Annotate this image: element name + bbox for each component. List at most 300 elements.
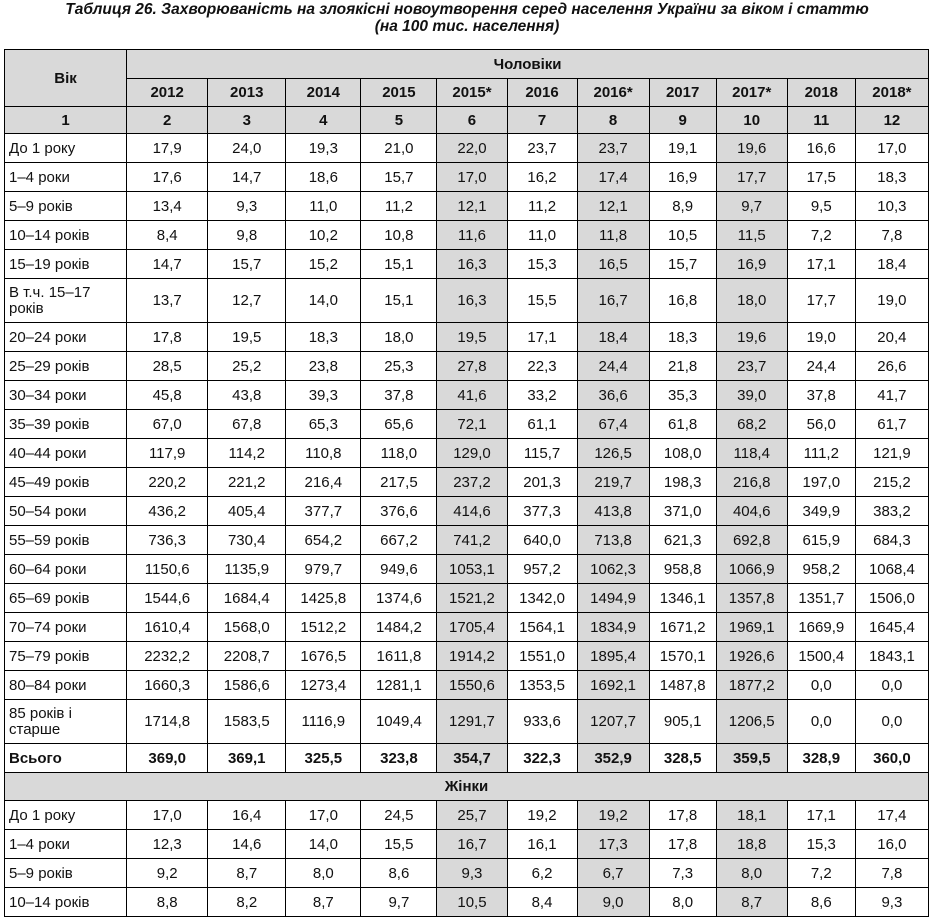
value-cell: 24,0 [208, 134, 286, 163]
male-row [5, 352, 929, 381]
value-cell: 15,7 [361, 163, 437, 192]
value-cell: 118,0 [361, 439, 437, 468]
value-cell: 1116,9 [286, 700, 361, 744]
value-cell: 17,0 [127, 801, 208, 830]
year-header: 2015* [437, 79, 507, 107]
male-section-header: Чоловіки [127, 50, 929, 79]
value-cell: 9,0 [577, 888, 649, 917]
value-cell: 45,8 [127, 381, 208, 410]
value-cell: 18,3 [855, 163, 928, 192]
value-cell: 61,8 [649, 410, 716, 439]
age-group-cell: 80–84 роки [5, 671, 127, 700]
table-body [5, 50, 929, 917]
value-cell: 1570,1 [649, 642, 716, 671]
column-number: 2 [127, 107, 208, 134]
value-cell: 730,4 [208, 526, 286, 555]
value-cell: 1150,6 [127, 555, 208, 584]
value-cell: 957,2 [507, 555, 577, 584]
value-cell: 41,6 [437, 381, 507, 410]
value-cell: 216,4 [286, 468, 361, 497]
male-row [5, 671, 929, 700]
value-cell: 27,8 [437, 352, 507, 381]
value-cell: 654,2 [286, 526, 361, 555]
column-number: 8 [577, 107, 649, 134]
value-cell: 14,7 [208, 163, 286, 192]
value-cell: 1062,3 [577, 555, 649, 584]
value-cell: 8,6 [787, 888, 855, 917]
value-cell: 1066,9 [716, 555, 787, 584]
male-row [5, 250, 929, 279]
value-cell: 121,9 [855, 439, 928, 468]
value-cell: 16,9 [716, 250, 787, 279]
value-cell: 68,2 [716, 410, 787, 439]
value-cell: 1487,8 [649, 671, 716, 700]
age-group-cell: 5–9 років [5, 192, 127, 221]
value-cell: 7,2 [787, 221, 855, 250]
value-cell: 1068,4 [855, 555, 928, 584]
value-cell: 12,7 [208, 279, 286, 323]
age-group-cell: 5–9 років [5, 859, 127, 888]
value-cell: 1273,4 [286, 671, 361, 700]
value-cell: 1281,1 [361, 671, 437, 700]
value-cell: 15,5 [507, 279, 577, 323]
value-cell: 1834,9 [577, 613, 649, 642]
value-cell: 1895,4 [577, 642, 649, 671]
age-group-cell: Всього [5, 744, 127, 773]
caption-title: Таблиця 26. Захворюваність на злоякісні новоутворення серед населення України за віком і статтю [65, 1, 869, 18]
value-cell: 19,2 [577, 801, 649, 830]
value-cell: 23,7 [716, 352, 787, 381]
value-cell: 1926,6 [716, 642, 787, 671]
age-group-cell: 10–14 років [5, 888, 127, 917]
value-cell: 404,6 [716, 497, 787, 526]
value-cell: 1053,1 [437, 555, 507, 584]
value-cell: 10,3 [855, 192, 928, 221]
value-cell: 11,8 [577, 221, 649, 250]
value-cell: 7,2 [787, 859, 855, 888]
value-cell: 17,4 [855, 801, 928, 830]
value-cell: 1877,2 [716, 671, 787, 700]
value-cell: 18,4 [855, 250, 928, 279]
value-cell: 17,1 [787, 250, 855, 279]
value-cell: 377,3 [507, 497, 577, 526]
age-group-cell: 1–4 роки [5, 163, 127, 192]
value-cell: 8,7 [208, 859, 286, 888]
value-cell: 16,0 [855, 830, 928, 859]
value-cell: 692,8 [716, 526, 787, 555]
value-cell: 15,7 [649, 250, 716, 279]
value-cell: 18,1 [716, 801, 787, 830]
incidence-table [4, 49, 929, 917]
age-group-cell: 10–14 років [5, 221, 127, 250]
male-total-row [5, 744, 929, 773]
male-row [5, 526, 929, 555]
value-cell: 17,3 [577, 830, 649, 859]
value-cell: 1512,2 [286, 613, 361, 642]
value-cell: 933,6 [507, 700, 577, 744]
value-cell: 1351,7 [787, 584, 855, 613]
value-cell: 0,0 [855, 671, 928, 700]
value-cell: 369,1 [208, 744, 286, 773]
value-cell: 8,2 [208, 888, 286, 917]
value-cell: 14,0 [286, 279, 361, 323]
value-cell: 8,9 [649, 192, 716, 221]
year-header: 2013 [208, 79, 286, 107]
value-cell: 1206,5 [716, 700, 787, 744]
value-cell: 15,7 [208, 250, 286, 279]
value-cell: 1714,8 [127, 700, 208, 744]
value-cell: 377,7 [286, 497, 361, 526]
column-number: 3 [208, 107, 286, 134]
value-cell: 1583,5 [208, 700, 286, 744]
value-cell: 8,8 [127, 888, 208, 917]
male-row [5, 584, 929, 613]
value-cell: 713,8 [577, 526, 649, 555]
value-cell: 126,5 [577, 439, 649, 468]
value-cell: 1969,1 [716, 613, 787, 642]
value-cell: 9,7 [361, 888, 437, 917]
male-row [5, 700, 929, 744]
male-row [5, 192, 929, 221]
age-group-cell: 60–64 роки [5, 555, 127, 584]
caption-units: (на 100 тис. населення) [374, 18, 560, 35]
value-cell: 17,4 [577, 163, 649, 192]
age-group-cell: 50–54 роки [5, 497, 127, 526]
value-cell: 16,4 [208, 801, 286, 830]
value-cell: 15,5 [361, 830, 437, 859]
value-cell: 19,1 [649, 134, 716, 163]
age-group-cell: До 1 року [5, 801, 127, 830]
value-cell: 1671,2 [649, 613, 716, 642]
value-cell: 37,8 [361, 381, 437, 410]
value-cell: 8,4 [507, 888, 577, 917]
value-cell: 15,3 [507, 250, 577, 279]
value-cell: 958,2 [787, 555, 855, 584]
value-cell: 17,1 [507, 323, 577, 352]
value-cell: 17,1 [787, 801, 855, 830]
value-cell: 323,8 [361, 744, 437, 773]
table-caption [0, 0, 934, 35]
year-header: 2014 [286, 79, 361, 107]
value-cell: 684,3 [855, 526, 928, 555]
value-cell: 1291,7 [437, 700, 507, 744]
year-header: 2016* [577, 79, 649, 107]
value-cell: 736,3 [127, 526, 208, 555]
age-group-cell: 1–4 роки [5, 830, 127, 859]
value-cell: 129,0 [437, 439, 507, 468]
value-cell: 376,6 [361, 497, 437, 526]
value-cell: 414,6 [437, 497, 507, 526]
value-cell: 114,2 [208, 439, 286, 468]
value-cell: 67,0 [127, 410, 208, 439]
value-cell: 741,2 [437, 526, 507, 555]
column-number: 7 [507, 107, 577, 134]
value-cell: 1207,7 [577, 700, 649, 744]
year-header: 2015 [361, 79, 437, 107]
value-cell: 1568,0 [208, 613, 286, 642]
value-cell: 115,7 [507, 439, 577, 468]
value-cell: 110,8 [286, 439, 361, 468]
female-row [5, 859, 929, 888]
value-cell: 1346,1 [649, 584, 716, 613]
value-cell: 1645,4 [855, 613, 928, 642]
value-cell: 197,0 [787, 468, 855, 497]
value-cell: 19,0 [855, 279, 928, 323]
value-cell: 36,6 [577, 381, 649, 410]
value-cell: 0,0 [787, 671, 855, 700]
male-row [5, 642, 929, 671]
value-cell: 1500,4 [787, 642, 855, 671]
value-cell: 19,3 [286, 134, 361, 163]
value-cell: 216,8 [716, 468, 787, 497]
value-cell: 8,0 [716, 859, 787, 888]
value-cell: 39,0 [716, 381, 787, 410]
value-cell: 17,8 [649, 801, 716, 830]
value-cell: 8,4 [127, 221, 208, 250]
value-cell: 1049,4 [361, 700, 437, 744]
value-cell: 1374,6 [361, 584, 437, 613]
value-cell: 1611,8 [361, 642, 437, 671]
value-cell: 56,0 [787, 410, 855, 439]
value-cell: 220,2 [127, 468, 208, 497]
value-cell: 16,6 [787, 134, 855, 163]
column-number: 6 [437, 107, 507, 134]
value-cell: 352,9 [577, 744, 649, 773]
value-cell: 17,8 [127, 323, 208, 352]
year-header-row [5, 79, 929, 107]
value-cell: 7,8 [855, 221, 928, 250]
value-cell: 1544,6 [127, 584, 208, 613]
value-cell: 1521,2 [437, 584, 507, 613]
value-cell: 201,3 [507, 468, 577, 497]
value-cell: 349,9 [787, 497, 855, 526]
column-number: 9 [649, 107, 716, 134]
age-group-cell: 40–44 роки [5, 439, 127, 468]
age-group-cell: 55–59 років [5, 526, 127, 555]
age-group-cell: 25–29 років [5, 352, 127, 381]
year-header: 2018* [855, 79, 928, 107]
value-cell: 20,4 [855, 323, 928, 352]
value-cell: 17,9 [127, 134, 208, 163]
value-cell: 9,8 [208, 221, 286, 250]
value-cell: 1494,9 [577, 584, 649, 613]
value-cell: 7,8 [855, 859, 928, 888]
column-number: 10 [716, 107, 787, 134]
value-cell: 1843,1 [855, 642, 928, 671]
male-row [5, 163, 929, 192]
value-cell: 111,2 [787, 439, 855, 468]
value-cell: 1353,5 [507, 671, 577, 700]
value-cell: 215,2 [855, 468, 928, 497]
value-cell: 39,3 [286, 381, 361, 410]
age-group-cell: 45–49 років [5, 468, 127, 497]
value-cell: 14,7 [127, 250, 208, 279]
value-cell: 1586,6 [208, 671, 286, 700]
value-cell: 1484,2 [361, 613, 437, 642]
value-cell: 67,8 [208, 410, 286, 439]
value-cell: 1914,2 [437, 642, 507, 671]
age-group-cell: 35–39 років [5, 410, 127, 439]
value-cell: 11,6 [437, 221, 507, 250]
value-cell: 8,7 [286, 888, 361, 917]
male-row [5, 279, 929, 323]
value-cell: 328,5 [649, 744, 716, 773]
value-cell: 9,3 [208, 192, 286, 221]
column-number-row [5, 107, 929, 134]
value-cell: 905,1 [649, 700, 716, 744]
value-cell: 325,5 [286, 744, 361, 773]
value-cell: 1342,0 [507, 584, 577, 613]
value-cell: 667,2 [361, 526, 437, 555]
value-cell: 16,7 [577, 279, 649, 323]
value-cell: 322,3 [507, 744, 577, 773]
value-cell: 16,3 [437, 279, 507, 323]
value-cell: 10,8 [361, 221, 437, 250]
value-cell: 24,4 [787, 352, 855, 381]
value-cell: 19,6 [716, 323, 787, 352]
value-cell: 413,8 [577, 497, 649, 526]
value-cell: 1676,5 [286, 642, 361, 671]
female-section-header: Жінки [5, 773, 929, 801]
value-cell: 979,7 [286, 555, 361, 584]
value-cell: 371,0 [649, 497, 716, 526]
value-cell: 1705,4 [437, 613, 507, 642]
value-cell: 11,2 [507, 192, 577, 221]
value-cell: 1660,3 [127, 671, 208, 700]
value-cell: 16,9 [649, 163, 716, 192]
value-cell: 13,7 [127, 279, 208, 323]
age-header: Вік [5, 50, 127, 107]
value-cell: 328,9 [787, 744, 855, 773]
value-cell: 26,6 [855, 352, 928, 381]
value-cell: 17,0 [286, 801, 361, 830]
value-cell: 25,2 [208, 352, 286, 381]
year-header: 2017 [649, 79, 716, 107]
value-cell: 0,0 [787, 700, 855, 744]
value-cell: 24,5 [361, 801, 437, 830]
value-cell: 61,1 [507, 410, 577, 439]
value-cell: 19,6 [716, 134, 787, 163]
value-cell: 15,1 [361, 250, 437, 279]
value-cell: 1669,9 [787, 613, 855, 642]
value-cell: 11,0 [286, 192, 361, 221]
age-group-cell: 20–24 роки [5, 323, 127, 352]
value-cell: 8,0 [286, 859, 361, 888]
value-cell: 1135,9 [208, 555, 286, 584]
age-group-cell: 65–69 років [5, 584, 127, 613]
value-cell: 18,6 [286, 163, 361, 192]
value-cell: 17,8 [649, 830, 716, 859]
value-cell: 19,5 [208, 323, 286, 352]
value-cell: 11,0 [507, 221, 577, 250]
value-cell: 12,1 [437, 192, 507, 221]
value-cell: 7,3 [649, 859, 716, 888]
value-cell: 18,0 [716, 279, 787, 323]
value-cell: 0,0 [855, 700, 928, 744]
value-cell: 21,0 [361, 134, 437, 163]
value-cell: 621,3 [649, 526, 716, 555]
value-cell: 21,8 [649, 352, 716, 381]
value-cell: 2208,7 [208, 642, 286, 671]
column-number: 12 [855, 107, 928, 134]
value-cell: 6,7 [577, 859, 649, 888]
age-group-cell: 70–74 роки [5, 613, 127, 642]
value-cell: 19,2 [507, 801, 577, 830]
male-row [5, 323, 929, 352]
value-cell: 958,8 [649, 555, 716, 584]
value-cell: 16,1 [507, 830, 577, 859]
age-group-cell: До 1 року [5, 134, 127, 163]
value-cell: 10,5 [437, 888, 507, 917]
value-cell: 18,0 [361, 323, 437, 352]
value-cell: 1550,6 [437, 671, 507, 700]
value-cell: 108,0 [649, 439, 716, 468]
value-cell: 28,5 [127, 352, 208, 381]
value-cell: 18,3 [286, 323, 361, 352]
value-cell: 17,6 [127, 163, 208, 192]
value-cell: 360,0 [855, 744, 928, 773]
male-row [5, 439, 929, 468]
value-cell: 9,3 [437, 859, 507, 888]
male-row [5, 221, 929, 250]
value-cell: 65,3 [286, 410, 361, 439]
female-row [5, 888, 929, 917]
male-row [5, 555, 929, 584]
value-cell: 15,1 [361, 279, 437, 323]
value-cell: 1357,8 [716, 584, 787, 613]
value-cell: 6,2 [507, 859, 577, 888]
male-row [5, 134, 929, 163]
value-cell: 1684,4 [208, 584, 286, 613]
value-cell: 17,0 [855, 134, 928, 163]
value-cell: 35,3 [649, 381, 716, 410]
female-row [5, 830, 929, 859]
year-header: 2012 [127, 79, 208, 107]
female-section-row [5, 773, 929, 801]
value-cell: 1551,0 [507, 642, 577, 671]
value-cell: 219,7 [577, 468, 649, 497]
value-cell: 16,5 [577, 250, 649, 279]
value-cell: 13,4 [127, 192, 208, 221]
value-cell: 9,5 [787, 192, 855, 221]
value-cell: 354,7 [437, 744, 507, 773]
value-cell: 221,2 [208, 468, 286, 497]
male-row [5, 613, 929, 642]
value-cell: 65,6 [361, 410, 437, 439]
age-group-cell: 30–34 роки [5, 381, 127, 410]
value-cell: 1425,8 [286, 584, 361, 613]
value-cell: 11,5 [716, 221, 787, 250]
value-cell: 640,0 [507, 526, 577, 555]
value-cell: 17,5 [787, 163, 855, 192]
column-number: 5 [361, 107, 437, 134]
value-cell: 23,8 [286, 352, 361, 381]
value-cell: 217,5 [361, 468, 437, 497]
value-cell: 1610,4 [127, 613, 208, 642]
value-cell: 16,7 [437, 830, 507, 859]
value-cell: 25,7 [437, 801, 507, 830]
male-row [5, 468, 929, 497]
value-cell: 8,6 [361, 859, 437, 888]
value-cell: 10,5 [649, 221, 716, 250]
value-cell: 25,3 [361, 352, 437, 381]
value-cell: 117,9 [127, 439, 208, 468]
value-cell: 61,7 [855, 410, 928, 439]
value-cell: 22,3 [507, 352, 577, 381]
age-group-cell: 85 років і старше [5, 700, 127, 744]
value-cell: 9,3 [855, 888, 928, 917]
value-cell: 33,2 [507, 381, 577, 410]
